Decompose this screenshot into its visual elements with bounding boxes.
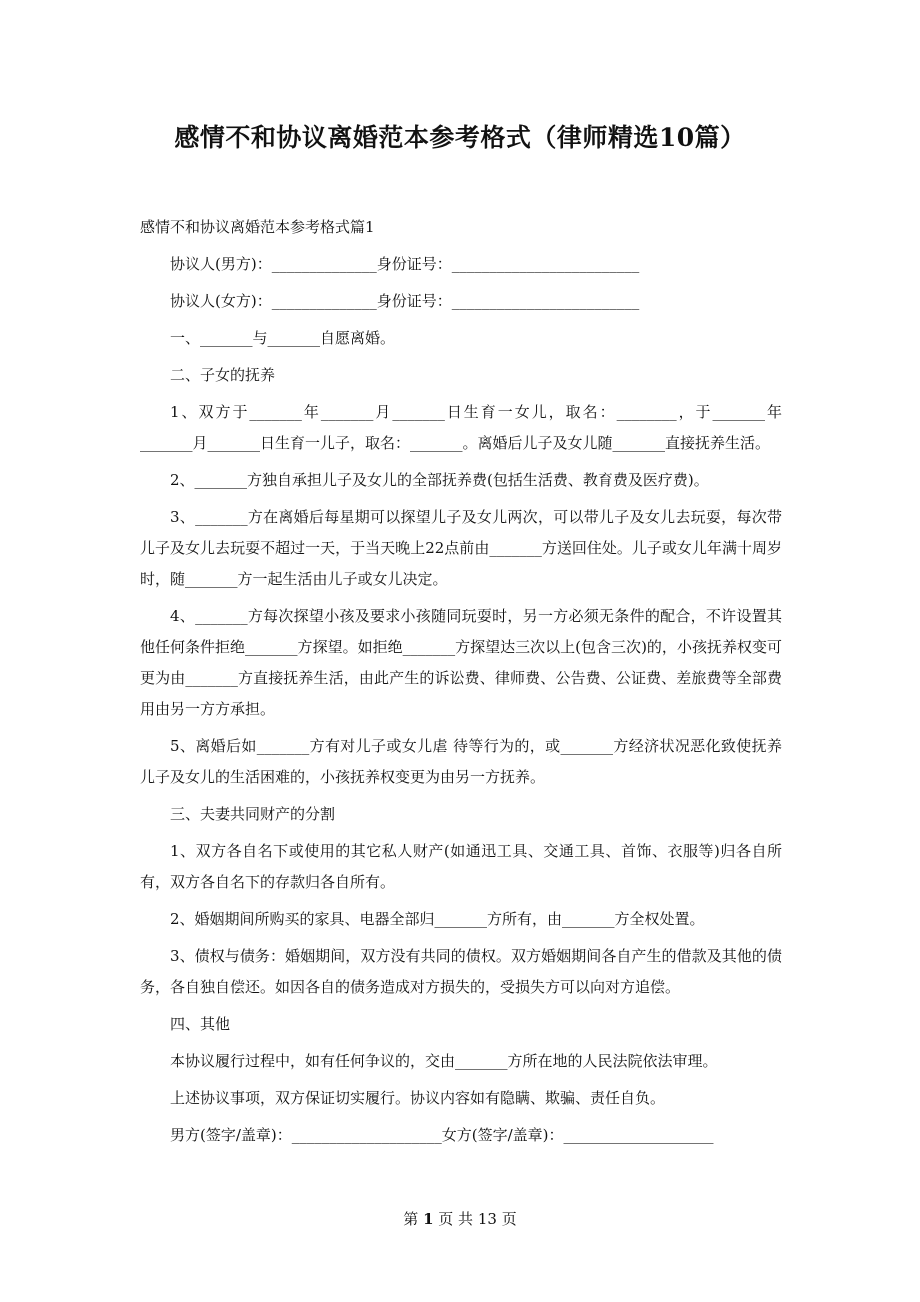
- section-heading: 感情不和协议离婚范本参考格式篇1: [140, 218, 375, 236]
- heading-property-division: 三、夫妻共同财产的分割: [170, 805, 336, 823]
- clause-1: 一、_______与_______自愿离婚。: [170, 329, 396, 347]
- property-item-3: 3、债权与债务：婚姻期间，双方没有共同的债权。双方婚姻期间各自产生的借款及其他的债务，各自独自偿还。如因各自的债务造成对方损失的，受损失方可以向对方追偿。: [140, 947, 782, 996]
- footer-page-number: 1: [423, 1210, 434, 1228]
- property-item-2: 2、婚姻期间所购买的家具、电器全部归_______方所有，由_______方全权处置。: [170, 910, 705, 928]
- signature-line: 男方(签字/盖章)：____________________女方(签字/盖章)：____________________: [170, 1126, 714, 1144]
- custody-item-4: 4、_______方每次探望小孩及要求小孩随同玩耍时，另一方必须无条件的配合，不许设置其他任何条件拒绝_______方探望。如拒绝_______方探望达三次以上(包含三次)的，小孩抚养权变可更为由_______方直接抚养生活，由此产生的诉讼费、律师费、公告费、公证费、差旅费等全部费用由另一方方承担。: [140, 607, 782, 718]
- dispute-clause: 本协议履行过程中，如有任何争议的，交由_______方所在地的人民法院依法审理。: [170, 1052, 718, 1070]
- footer-prefix: 第: [403, 1210, 419, 1228]
- custody-item-3: 3、_______方在离婚后每星期可以探望儿子及女儿两次，可以带儿子及女儿去玩耍，每次带儿子及女儿去玩耍不超过一天，于当天晚上22点前由_______方送回住处。儿子或女儿年满十周岁时，随_______方一起生活由儿子或女儿决定。: [140, 508, 782, 588]
- party-male-line: 协议人(男方)：______________身份证号：_________________________: [170, 255, 640, 273]
- custody-item-1: 1、双方于_______年_______月_______日生育一女儿，取名：________，于_______年_______月_______日生育一儿子，取名：_______。离婚后儿子及女儿随_______直接抚养生活。: [140, 403, 782, 452]
- custody-item-5: 5、离婚后如_______方有对儿子或女儿虐 待等行为的，或_______方经济状况恶化致使抚养儿子及女儿的生活困难的，小孩抚养权变更为由另一方抚养。: [140, 737, 782, 786]
- footer-total-pages: 13: [477, 1210, 497, 1228]
- party-female-line: 协议人(女方)：______________身份证号：_________________________: [170, 292, 640, 310]
- custody-item-2: 2、_______方独自承担儿子及女儿的全部抚养费(包括生活费、教育费及医疗费)。: [170, 471, 709, 489]
- heading-child-custody: 二、子女的抚养: [170, 366, 276, 384]
- performance-clause: 上述协议事项，双方保证切实履行。协议内容如有隐瞒、欺骗、责任自负。: [170, 1089, 666, 1107]
- document-body: [140, 212, 782, 1157]
- heading-other: 四、其他: [170, 1015, 231, 1033]
- page-footer: [0, 1208, 920, 1229]
- document-title: 感情不和协议离婚范本参考格式（律师精选10篇）: [174, 123, 746, 152]
- property-item-1: 1、双方各自名下或使用的其它私人财产(如通迅工具、交通工具、首饰、衣服等)归各自所有，双方各自名下的存款归各自所有。: [140, 842, 782, 891]
- footer-suffix: 页: [501, 1210, 517, 1228]
- footer-middle: 页 共: [438, 1210, 474, 1228]
